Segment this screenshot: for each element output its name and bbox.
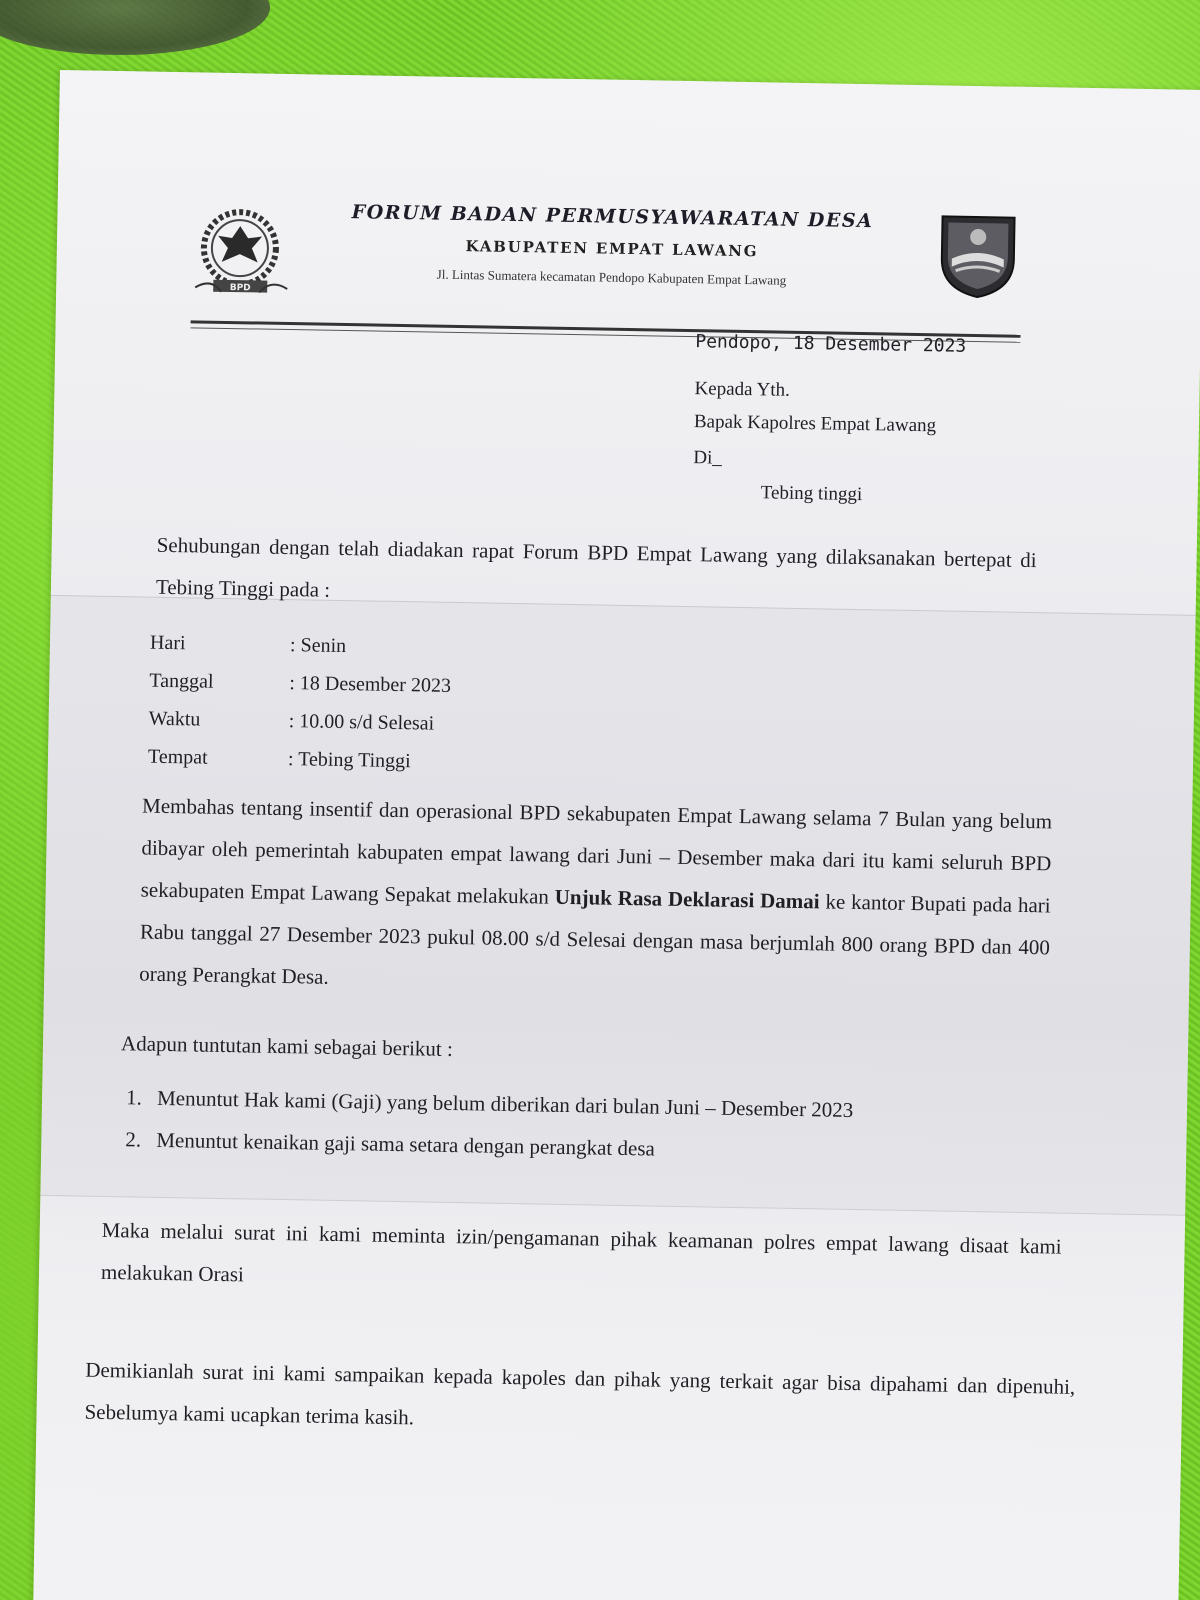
detail-label: Hari xyxy=(149,631,186,655)
recipient-greeting: Kepada Yth. xyxy=(694,378,791,401)
recipient-location: Tebing tinggi xyxy=(760,482,863,506)
regency-shield-logo xyxy=(933,210,1023,300)
letterhead xyxy=(191,192,1023,341)
jar-object xyxy=(0,0,270,55)
letter-paper xyxy=(33,70,1200,1600)
bpd-garuda-logo xyxy=(191,207,293,299)
body-paragraph xyxy=(139,785,1053,1011)
request-paragraph: Maka melalui surat ini kami meminta izin/pengamanan pihak keamanan polres empat lawang disaat kami melakukan Orasi xyxy=(100,1217,1062,1287)
detail-value: : Senin xyxy=(289,634,347,658)
regency-name: KABUPATEN EMPAT LAWANG xyxy=(465,237,759,261)
detail-value: : 18 Desember 2023 xyxy=(289,672,452,697)
demand-item: 1. Menuntut Hak kami (Gaji) yang belum diberikan dari bulan Juni – Desember 2023 xyxy=(147,1077,1048,1135)
body-text-bold: Unjuk Rasa Deklarasi Damai xyxy=(554,884,820,914)
org-title: FORUM BADAN PERMUSYAWARATAN DESA xyxy=(351,201,874,233)
recipient-di: Di_ xyxy=(693,447,723,469)
body-text-part2: ke kantor Bupati pada hari Rabu tanggal 27 Desember 2023 pukul 08.00 s/d Selesai dengan masa berjumlah 800 orang BPD dan 400 orang Perangkat Desa. xyxy=(139,889,1051,989)
demands-intro: Adapun tuntutan kami sebagai berikut : xyxy=(120,1031,454,1062)
detail-label: Tempat xyxy=(147,745,208,769)
detail-value: : Tebing Tinggi xyxy=(287,748,411,773)
letter-date: Pendopo, 18 Desember 2023 xyxy=(695,331,967,357)
intro-paragraph: Sehubungan dengan telah diadakan rapat Forum BPD Empat Lawang yang dilaksanakan bertepat di Tebing Tinggi pada : xyxy=(155,532,1037,602)
closing-paragraph: Demikianlah surat ini kami sampaikan kepada kapoles dan pihak yang terkait agar bisa dipahami dan dipenuhi, Sebelumya kami ucapkan terima kasih. xyxy=(84,1357,1076,1430)
org-address: Jl. Lintas Sumatera kecamatan Pendopo Kabupaten Empat Lawang xyxy=(436,266,787,288)
body-text-part1: Membahas tentang insentif dan operasional BPD sekabupaten Empat Lawang selama 7 Bulan yang belum dibayar oleh pemerintah kabupaten empat lawang dari Juni – Desember maka dari itu kami seluruh BPD sekabupaten Empat Lawang Sepakat melakukan xyxy=(140,793,1053,909)
detail-value: : 10.00 s/d Selesai xyxy=(288,710,435,735)
demand-item: 2. Menuntut kenaikan gaji sama setara dengan perangkat desa xyxy=(146,1119,1047,1177)
demands-list xyxy=(111,1076,1047,1176)
letterhead-text xyxy=(311,194,912,290)
detail-label: Tanggal xyxy=(149,669,214,693)
detail-label: Waktu xyxy=(148,707,201,731)
recipient-name: Bapak Kapolres Empat Lawang xyxy=(693,411,937,437)
logo-text: BPD xyxy=(229,282,251,294)
